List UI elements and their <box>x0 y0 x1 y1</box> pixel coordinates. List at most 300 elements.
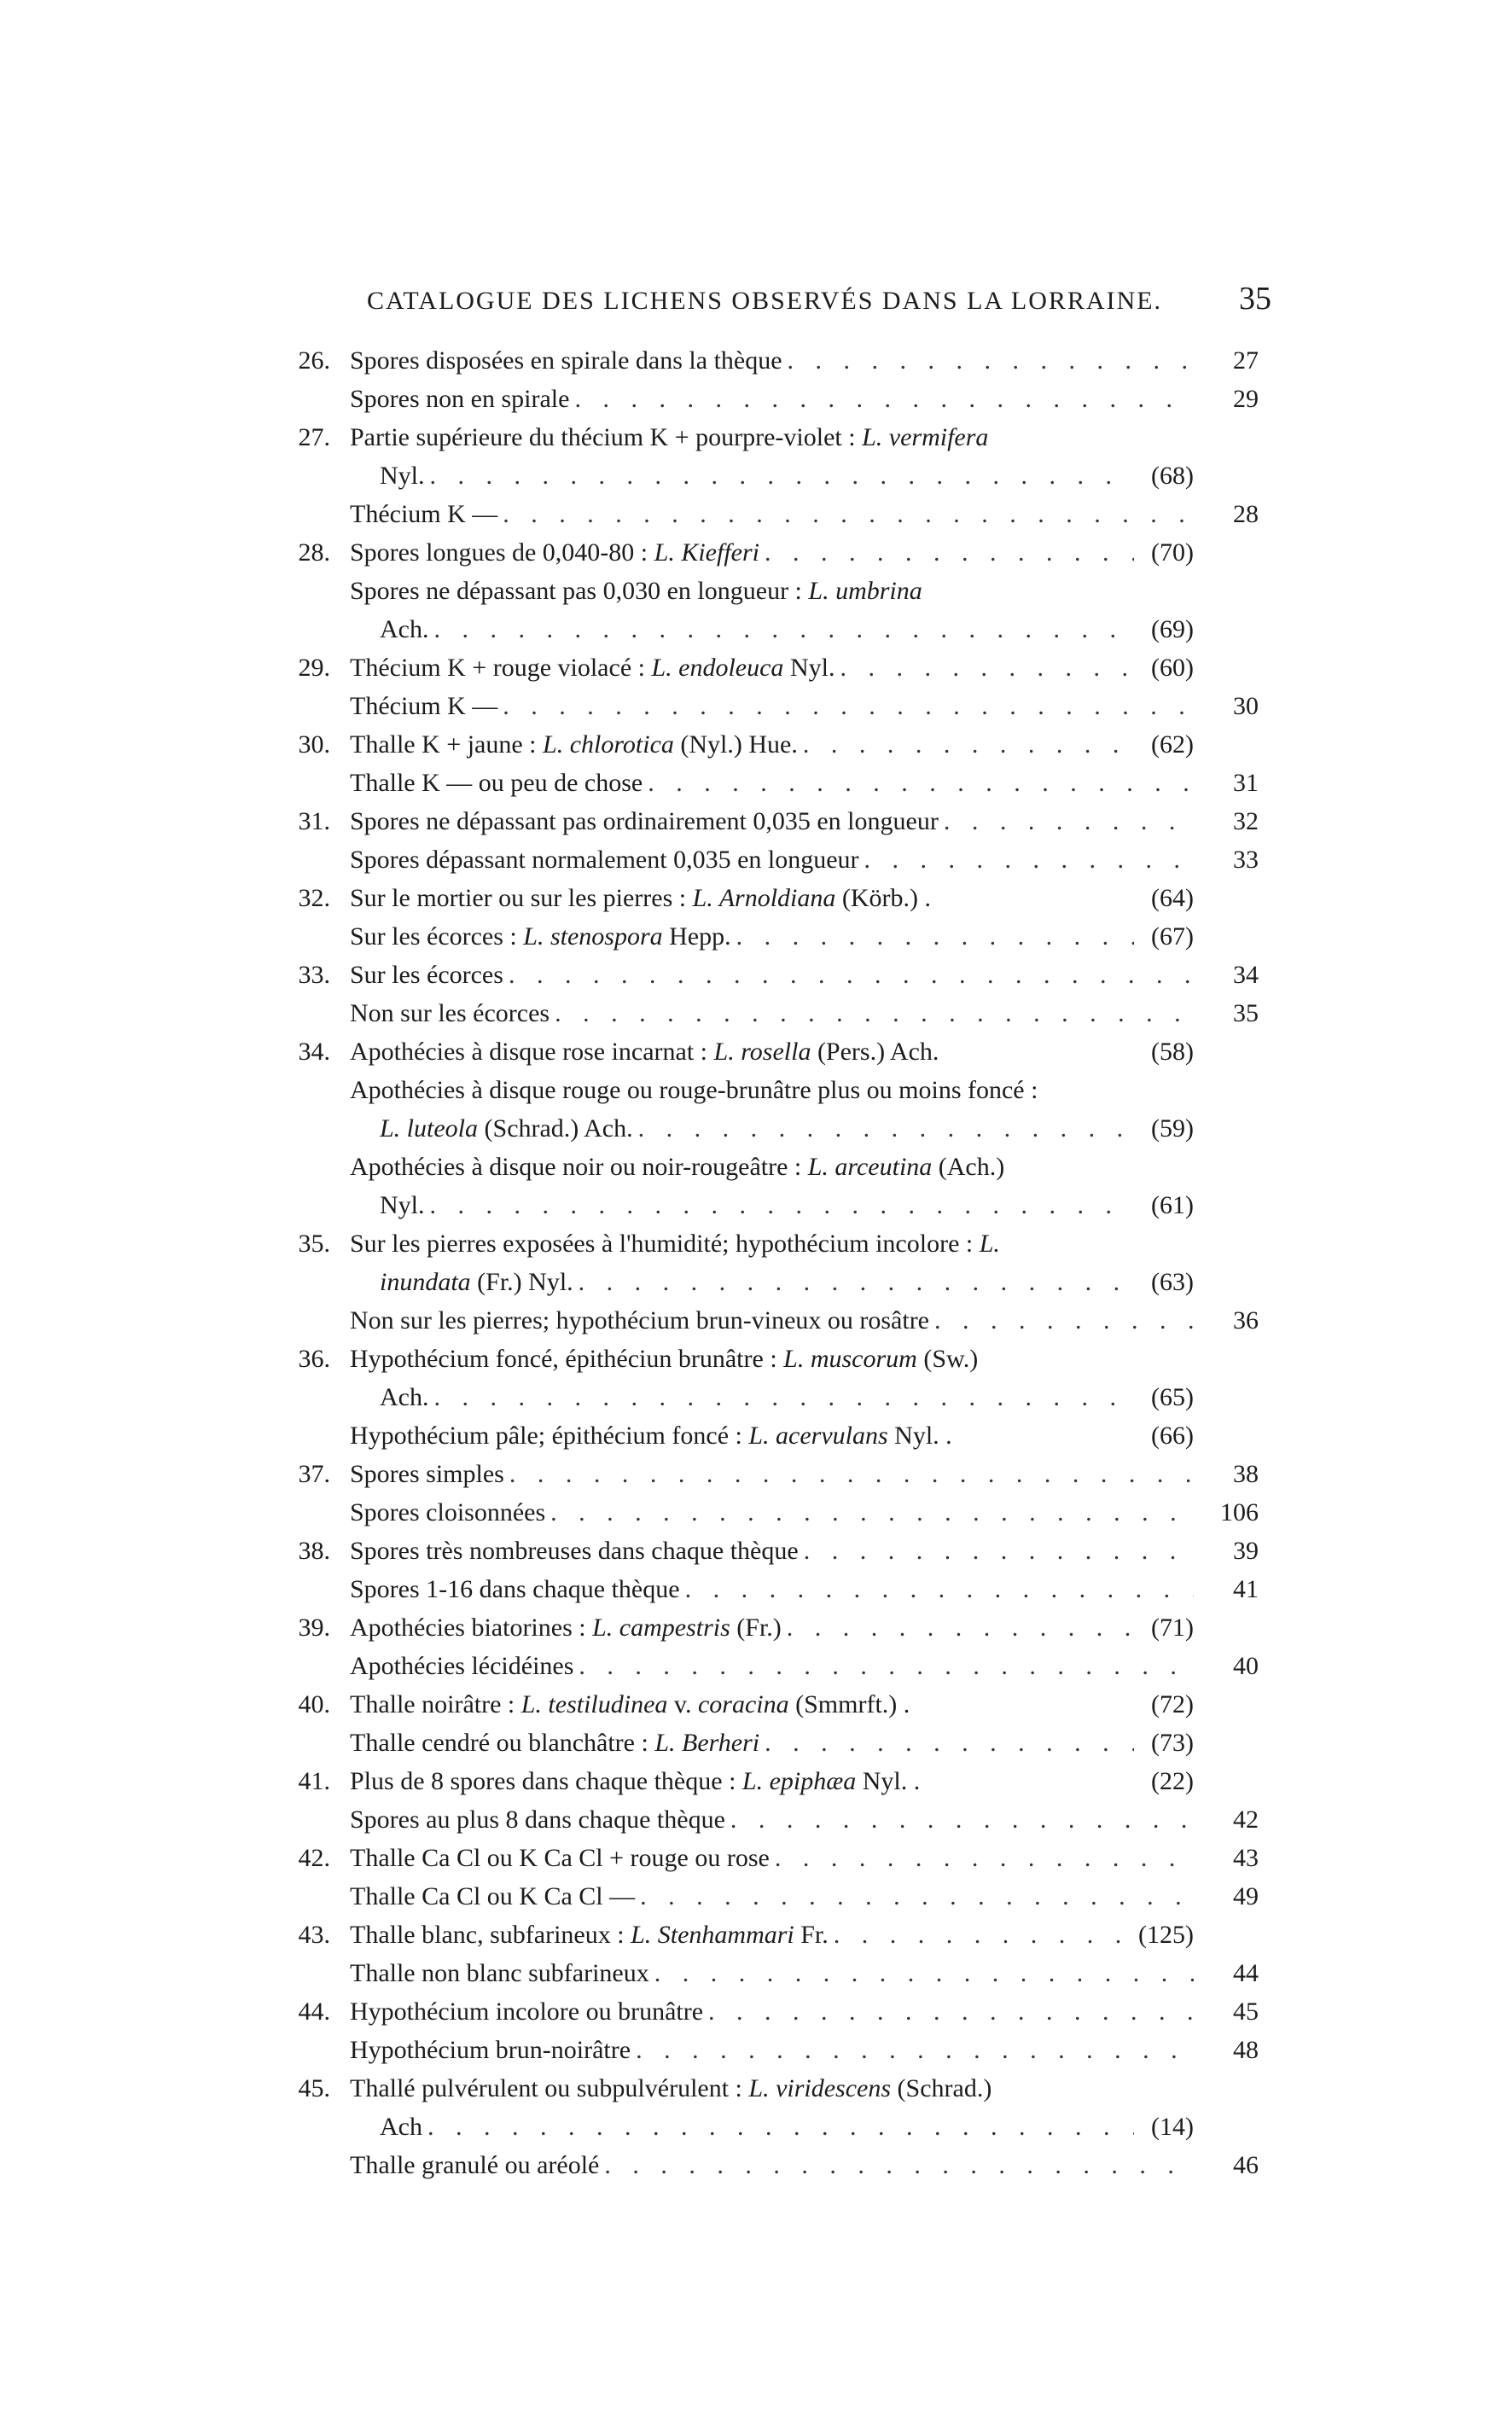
key-line <box>286 1378 1259 1416</box>
lead-to-couplet <box>1199 725 1259 764</box>
key-text: Thalle blanc, subfarineux : <box>350 1921 631 1949</box>
key-line <box>286 533 1259 572</box>
authority-text: Nyl. . <box>887 1422 952 1450</box>
key-line-body <box>350 1416 1259 1455</box>
key-line-body <box>350 1032 1259 1071</box>
species-name: L. vermifera <box>862 423 989 451</box>
species-reference-number: (70) <box>1151 538 1194 567</box>
leader-dots <box>503 956 1194 994</box>
key-line <box>286 1685 1259 1724</box>
authority-text: Fr. <box>794 1921 829 1949</box>
key-text: Sur les pierres exposées à l'humidité; hypothécium incolore : <box>350 1230 980 1258</box>
key-line <box>286 572 1259 610</box>
key-line <box>286 456 1259 495</box>
key-line-body <box>350 2069 1259 2108</box>
couplet-number: 27. <box>298 423 330 451</box>
lead-to-couplet <box>928 572 987 610</box>
leader-dots <box>599 2146 1194 2184</box>
leader-dots <box>573 1263 1134 1301</box>
species-reference-number: (63) <box>1151 1268 1194 1296</box>
key-text: Plus de 8 spores dans chaque thèque : <box>350 1767 742 1795</box>
lead-to-couplet <box>1199 1109 1259 1148</box>
lead-to-couplet <box>1199 1263 1259 1301</box>
authority-text: (Schrad.) <box>891 2074 992 2102</box>
lead-to-couplet: 41 <box>1233 1575 1259 1603</box>
leader-dots <box>428 610 1134 648</box>
key-line-body <box>350 1647 1259 1685</box>
couplet-number: 37. <box>298 1460 330 1488</box>
species-name: L. Arnoldiana <box>692 884 836 912</box>
key-line <box>286 1263 1259 1301</box>
key-text: Thécium K + rouge violacé : <box>350 654 652 682</box>
key-line-body <box>380 2108 1259 2146</box>
lead-to-couplet <box>1199 1378 1259 1416</box>
lead-to-couplet <box>1199 1032 1259 1071</box>
species-reference-number: (67) <box>1151 922 1194 951</box>
authority-text: (Schrad.) Ach. <box>478 1114 633 1143</box>
key-line-body <box>350 2031 1259 2069</box>
key-text: Spores disposées en spirale dans la thèque <box>350 346 782 375</box>
key-text: Hypothécium pâle; épithécium foncé : <box>350 1422 749 1450</box>
key-line <box>286 418 1259 456</box>
species-reference-number: (14) <box>1151 2113 1194 2141</box>
lead-to-couplet: 48 <box>1233 2036 1259 2064</box>
key-line <box>286 380 1259 418</box>
key-line <box>286 341 1259 380</box>
leader-dots <box>545 1493 1194 1532</box>
key-text: Non sur les écorces <box>350 999 550 1027</box>
key-line <box>286 1071 1259 1109</box>
key-line <box>286 1032 1259 1071</box>
key-line-body <box>350 1148 1259 1186</box>
couplet-number: 40. <box>298 1690 330 1718</box>
couplet-number: 31. <box>298 807 330 835</box>
key-line <box>286 1608 1259 1647</box>
key-line-body <box>350 1992 1259 2031</box>
key-text: Spores dépassant normalement 0,035 en longueur <box>350 846 859 874</box>
key-line-body <box>350 1570 1259 1608</box>
lead-to-couplet <box>1199 1685 1259 1724</box>
key-line <box>286 1148 1259 1186</box>
species-reference-number: (72) <box>1151 1690 1194 1718</box>
key-line <box>286 917 1259 956</box>
key-text: Thalle granulé ou aréolé <box>350 2151 600 2179</box>
key-line-body <box>350 1954 1259 1992</box>
couplet-number: 35. <box>298 1230 330 1258</box>
key-text: Hypothécium brun-noirâtre <box>350 2036 631 2064</box>
leader-dots <box>635 1877 1194 1916</box>
leader-dots <box>859 840 1194 879</box>
lead-to-couplet: 35 <box>1233 999 1259 1027</box>
key-text: Thalle Ca Cl ou K Ca Cl — <box>350 1882 636 1910</box>
species-reference-number: (68) <box>1151 462 1194 490</box>
key-text: Ach <box>380 2113 422 2141</box>
leader-dots <box>569 380 1194 418</box>
key-line-body <box>350 572 1259 610</box>
key-text: Thalle K + jaune : <box>350 730 544 759</box>
key-line <box>286 1877 1259 1916</box>
key-line-body <box>350 1455 1259 1493</box>
key-line-body <box>350 956 1259 994</box>
leader-dots <box>798 725 1134 764</box>
species-name: L. <box>979 1230 1000 1258</box>
authority-text: (Sw.) <box>916 1345 979 1373</box>
lead-to-couplet <box>1199 1762 1259 1800</box>
key-line-body <box>350 1224 1259 1263</box>
leader-dots <box>799 1532 1194 1570</box>
lead-to-couplet: 40 <box>1233 1652 1259 1680</box>
key-line <box>286 1301 1259 1340</box>
key-line <box>286 994 1259 1032</box>
key-line-body <box>380 1109 1259 1148</box>
key-line-body <box>350 802 1259 840</box>
key-line-body <box>380 1186 1259 1224</box>
lead-to-couplet: 31 <box>1233 769 1259 797</box>
authority-text: (Nyl.) Hue. <box>673 730 798 759</box>
key-line <box>286 2146 1259 2184</box>
authority-text: v. <box>667 1690 698 1718</box>
species-name: L. endoleuca <box>651 654 784 682</box>
couplet-number: 32. <box>298 884 330 912</box>
key-line <box>286 1954 1259 1992</box>
lead-to-couplet <box>1043 1071 1102 1109</box>
key-text: Nyl. <box>380 462 425 490</box>
leader-dots <box>703 1992 1194 2031</box>
spacer <box>939 1032 1134 1071</box>
leader-dots <box>633 1109 1134 1148</box>
key-line <box>286 879 1259 917</box>
key-line <box>286 725 1259 764</box>
authority-text: (Körb.) . <box>835 884 932 912</box>
key-text: Spores très nombreuses dans chaque thèque <box>350 1537 799 1565</box>
lead-to-couplet <box>1199 1416 1259 1455</box>
species-reference-number: (62) <box>1151 730 1194 759</box>
species-reference-number: (65) <box>1151 1383 1194 1411</box>
key-line-body <box>350 648 1259 687</box>
key-line-body <box>380 1378 1259 1416</box>
key-text: Thalle Ca Cl ou K Ca Cl + rouge ou rose <box>350 1844 770 1872</box>
couplet-number: 29. <box>298 654 330 682</box>
key-line <box>286 1109 1259 1148</box>
key-text: Sur le mortier ou sur les pierres : <box>350 884 693 912</box>
leader-dots <box>929 1301 1194 1340</box>
key-line-body <box>350 840 1259 879</box>
lead-to-couplet <box>1199 1186 1259 1224</box>
couplet-number: 36. <box>298 1345 330 1373</box>
key-line-body <box>350 1685 1259 1724</box>
key-line-body <box>350 764 1259 802</box>
species-name: L. Stenhammari <box>631 1921 794 1949</box>
lead-to-couplet: 29 <box>1233 385 1259 413</box>
authority-text: (Fr.) <box>730 1614 782 1642</box>
lead-to-couplet: 34 <box>1233 961 1259 989</box>
key-line <box>286 1800 1259 1839</box>
leader-dots <box>649 1954 1194 1992</box>
leader-dots <box>782 1608 1134 1647</box>
key-line-body <box>350 1916 1259 1954</box>
couplet-number: 45. <box>298 2074 330 2102</box>
species-name: L. campestris <box>592 1614 730 1642</box>
key-text: Ach. <box>380 615 429 643</box>
couplet-number: 34. <box>298 1038 330 1066</box>
key-text: Thallé pulvérulent ou subpulvérulent : <box>350 2074 749 2102</box>
lead-to-couplet: 39 <box>1233 1537 1259 1565</box>
key-line <box>286 764 1259 802</box>
species-name: L. viridescens <box>748 2074 892 2102</box>
leader-dots <box>759 533 1134 572</box>
couplet-number: 43. <box>298 1921 330 1949</box>
key-line <box>286 802 1259 840</box>
species-reference-number: (59) <box>1151 1114 1194 1143</box>
lead-to-couplet <box>1199 610 1259 648</box>
key-text: Apothécies biatorines : <box>350 1614 593 1642</box>
lead-to-couplet <box>1199 879 1259 917</box>
leader-dots <box>643 764 1194 802</box>
species-reference-number: (64) <box>1151 884 1194 912</box>
lead-to-couplet: 44 <box>1233 1959 1259 1987</box>
species-name: L. stenospora <box>523 922 663 951</box>
key-line-body <box>350 2146 1259 2184</box>
lead-to-couplet: 33 <box>1233 846 1259 874</box>
authority-text: Nyl. . <box>856 1767 921 1795</box>
lead-to-couplet: 32 <box>1233 807 1259 835</box>
spacer <box>920 1762 1134 1800</box>
key-line <box>286 1724 1259 1762</box>
key-line-body <box>350 1724 1259 1762</box>
species-name: L. Berheri <box>654 1729 760 1757</box>
species-name: L. Kiefferi <box>654 538 759 567</box>
key-line <box>286 840 1259 879</box>
key-line-body <box>350 1877 1259 1916</box>
identification-key <box>286 341 1259 2184</box>
lead-to-couplet: 27 <box>1233 346 1259 375</box>
authority-text: Hepp. <box>662 922 731 951</box>
lead-to-couplet: 36 <box>1233 1306 1259 1335</box>
lead-to-couplet: 45 <box>1233 1997 1259 2026</box>
page-number: 35 <box>1239 281 1271 317</box>
species-reference-number: (60) <box>1151 654 1194 682</box>
leader-dots <box>731 917 1134 956</box>
lead-to-couplet: 38 <box>1233 1460 1259 1488</box>
key-line <box>286 1416 1259 1455</box>
species-name: L. acervulans <box>748 1422 888 1450</box>
authority-text: (Pers.) Ach. <box>811 1038 939 1066</box>
lead-to-couplet <box>1009 1148 1069 1186</box>
species-name: L. rosella <box>713 1038 811 1066</box>
leader-dots <box>829 1916 1134 1954</box>
species-reference-number: (73) <box>1151 1729 1194 1757</box>
key-line <box>286 1493 1259 1532</box>
key-line-body <box>350 1839 1259 1877</box>
couplet-number: 41. <box>298 1767 330 1795</box>
key-line <box>286 1455 1259 1493</box>
key-line-body <box>350 495 1259 533</box>
key-text: Spores non en spirale <box>350 385 570 413</box>
lead-to-couplet <box>1199 1916 1259 1954</box>
lead-to-couplet: 49 <box>1233 1882 1259 1910</box>
lead-to-couplet <box>993 418 1053 456</box>
leader-dots <box>680 1570 1194 1608</box>
key-text: Thalle noirâtre : <box>350 1690 521 1718</box>
couplet-number: 28. <box>298 538 330 567</box>
key-line <box>286 2031 1259 2069</box>
lead-to-couplet: 43 <box>1233 1844 1259 1872</box>
species-reference-number: (71) <box>1151 1614 1194 1642</box>
key-line <box>286 648 1259 687</box>
running-title: CATALOGUE DES LICHENS OBSERVÉS DANS LA LORRAINE. <box>367 287 1163 315</box>
species-name: L. muscorum <box>783 1345 917 1373</box>
leader-dots <box>497 495 1194 533</box>
key-line-body <box>350 879 1259 917</box>
couplet-number: 30. <box>298 730 330 759</box>
authority-text: (Fr.) Nyl. <box>470 1268 573 1296</box>
lead-to-couplet <box>1199 533 1259 572</box>
key-text: Thalle cendré ou blanchâtre : <box>350 1729 655 1757</box>
key-text: Spores cloisonnées <box>350 1498 546 1526</box>
key-line-body <box>350 1532 1259 1570</box>
species-name: L. testiludinea <box>520 1690 668 1718</box>
key-line <box>286 1570 1259 1608</box>
key-text: Non sur les pierres; hypothécium brun-vineux ou rosâtre <box>350 1306 929 1335</box>
key-line-body <box>350 418 1259 456</box>
key-text: Sur les écorces <box>350 961 503 989</box>
lead-to-couplet <box>997 2069 1056 2108</box>
key-line-body <box>380 1263 1259 1301</box>
spacer <box>931 879 1134 917</box>
key-line-body <box>380 610 1259 648</box>
key-line-body <box>350 917 1259 956</box>
leader-dots <box>782 341 1194 380</box>
key-line <box>286 956 1259 994</box>
key-line <box>286 1762 1259 1800</box>
leader-dots <box>550 994 1194 1032</box>
leader-dots <box>770 1839 1194 1877</box>
couplet-number: 42. <box>298 1844 330 1872</box>
species-name: L. chlorotica <box>543 730 674 759</box>
key-text: Thécium K — <box>350 692 498 720</box>
lead-to-couplet <box>1005 1224 1065 1263</box>
key-text: Nyl. <box>380 1191 425 1219</box>
key-text: Apothécies à disque rose incarnat : <box>350 1038 714 1066</box>
leader-dots <box>573 1647 1194 1685</box>
leader-dots <box>425 456 1135 495</box>
species-name: inundata <box>380 1268 471 1296</box>
page-header <box>341 280 1271 326</box>
authority-text: (Smmrft.) . <box>788 1690 910 1718</box>
lead-to-couplet <box>1199 1608 1259 1647</box>
key-text: Spores ne dépassant pas 0,030 en longueur : <box>350 577 809 605</box>
leader-dots <box>939 802 1194 840</box>
leader-dots <box>631 2031 1194 2069</box>
key-line <box>286 1340 1259 1378</box>
species-reference-number: (69) <box>1151 615 1194 643</box>
lead-to-couplet: 42 <box>1233 1806 1259 1834</box>
species-reference-number: (22) <box>1151 1767 1194 1795</box>
species-reference-number: (58) <box>1151 1038 1194 1066</box>
couplet-number: 44. <box>298 1997 330 2026</box>
key-text: Partie supérieure du thécium K + pourpre-violet : <box>350 423 863 451</box>
leader-dots <box>497 687 1194 725</box>
lead-to-couplet <box>1199 2108 1259 2146</box>
key-line <box>286 2108 1259 2146</box>
lead-to-couplet <box>1199 917 1259 956</box>
key-text: Sur les écorces : <box>350 922 524 951</box>
key-line-body <box>350 1800 1259 1839</box>
lead-to-couplet <box>1199 456 1259 495</box>
couplet-number: 26. <box>298 346 330 375</box>
key-line-body <box>350 994 1259 1032</box>
key-text: Thalle K — ou peu de chose <box>350 769 643 797</box>
key-line-body <box>350 1301 1259 1340</box>
key-text: Spores simples <box>350 1460 504 1488</box>
key-text: Apothécies lécidéines <box>350 1652 574 1680</box>
lead-to-couplet: 46 <box>1233 2151 1259 2179</box>
key-text: Apothécies à disque noir ou noir-rougeâtre : <box>350 1153 808 1181</box>
key-line <box>286 687 1259 725</box>
key-line <box>286 495 1259 533</box>
species-name: L. epiphæa <box>741 1767 857 1795</box>
key-text: Spores longues de 0,040-80 : <box>350 538 654 567</box>
couplet-number: 33. <box>298 961 330 989</box>
key-line <box>286 1992 1259 2031</box>
key-line <box>286 610 1259 648</box>
key-line <box>286 1186 1259 1224</box>
spacer <box>952 1416 1134 1455</box>
key-line <box>286 1224 1259 1263</box>
lead-to-couplet <box>1199 648 1259 687</box>
authority-text: (Ach.) <box>932 1153 1005 1181</box>
key-text: Ach. <box>380 1383 429 1411</box>
leader-dots <box>725 1800 1194 1839</box>
spacer <box>910 1685 1134 1724</box>
key-line-body <box>350 1340 1259 1378</box>
key-text: Spores 1-16 dans chaque thèque <box>350 1575 680 1603</box>
leader-dots <box>428 1378 1134 1416</box>
species-name: L. arceutina <box>807 1153 933 1181</box>
couplet-number: 38. <box>298 1537 330 1565</box>
species-reference-number: (125) <box>1138 1921 1194 1949</box>
key-line <box>286 1532 1259 1570</box>
key-text: Apothécies à disque rouge ou rouge-brunâtre plus ou moins foncé : <box>350 1076 1038 1104</box>
key-line-body <box>380 456 1259 495</box>
key-line <box>286 1647 1259 1685</box>
leader-dots <box>504 1455 1194 1493</box>
couplet-number: 39. <box>298 1614 330 1642</box>
key-line-body <box>350 1608 1259 1647</box>
key-line-body <box>350 1071 1259 1109</box>
key-text: Hypothécium foncé, épithéciun brunâtre : <box>350 1345 784 1373</box>
key-text: Spores ne dépassant pas ordinairement 0,035 en longueur <box>350 807 939 835</box>
lead-to-couplet <box>983 1340 1043 1378</box>
lead-to-couplet <box>1199 1724 1259 1762</box>
key-line-body <box>350 725 1259 764</box>
key-text: Thécium K — <box>350 500 498 528</box>
leader-dots <box>835 648 1134 687</box>
variety-name: coracina <box>697 1690 789 1718</box>
species-name: L. luteola <box>380 1114 479 1143</box>
key-line-body <box>350 341 1259 380</box>
key-text: Thalle non blanc subfarineux <box>350 1959 649 1987</box>
leader-dots <box>759 1724 1134 1762</box>
key-text: Spores au plus 8 dans chaque thèque <box>350 1806 725 1834</box>
species-reference-number: (66) <box>1151 1422 1194 1450</box>
key-line-body <box>350 533 1259 572</box>
lead-to-couplet: 28 <box>1233 500 1259 528</box>
leader-dots <box>422 2108 1134 2146</box>
leader-dots <box>425 1186 1135 1224</box>
key-text: Hypothécium incolore ou brunâtre <box>350 1997 704 2026</box>
key-line-body <box>350 380 1259 418</box>
